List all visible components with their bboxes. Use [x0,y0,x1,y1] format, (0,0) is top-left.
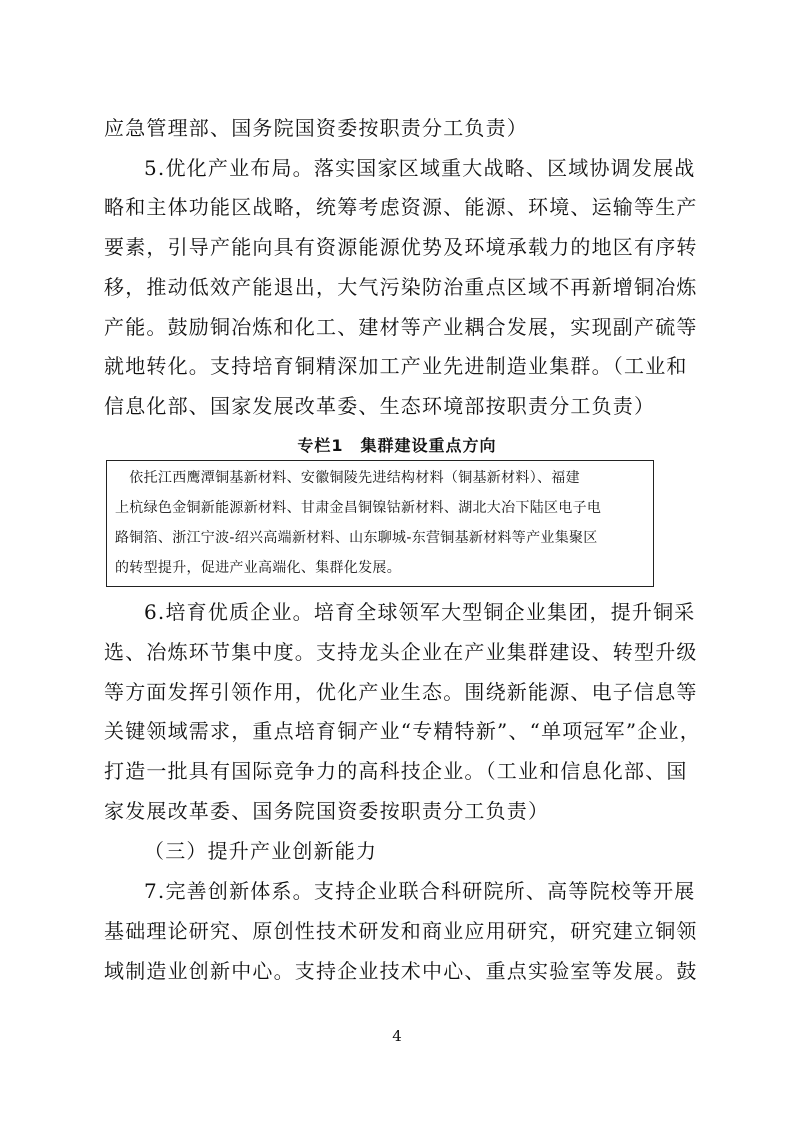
feature-box [106,460,654,587]
paragraph-line: 选、冶炼环节集中度。支持龙头企业在产业集群建设、转型升级 [104,640,698,664]
box-line: 的转型提升，促进产业高端化、集群化发展。 [115,560,401,576]
paragraph-line: 6.培育优质企业。培育全球领军大型铜企业集团，提升铜采 [144,600,696,624]
paragraph-line: 基础理论研究、原创性技术研发和商业应用研究，研究建立铜领 [104,919,698,943]
paragraph-line: 等方面发挥引领作用，优化产业生态。围绕新能源、电子信息等 [104,680,698,704]
paragraph-line: 要素，引导产能向具有资源能源优势及环境承载力的地区有序转 [104,235,698,259]
paragraph-line: 略和主体功能区战略，统筹考虑资源、能源、环境、运输等生产 [104,195,698,219]
paragraph-line: 信息化部、国家发展改革委、生态环境部按职责分工负责） [104,394,656,418]
paragraph-line: 家发展改革委、国务院国资委按职责分工负责） [104,799,550,823]
paragraph-line: 5.优化产业布局。落实国家区域重大战略、区域协调发展战 [144,156,696,180]
paragraph-line: 移，推动低效产能退出，大气污染防治重点区域不再新增铜冶炼 [104,275,698,299]
box-line: 上杭绿色金铜新能源新材料、甘肃金昌铜镍钴新材料、湖北大冶下陆区电子电 [115,500,602,516]
paragraph-line: 打造一批具有国际竞争力的高科技企业。（工业和信息化部、国 [104,759,688,783]
box-title: 专栏1 集群建设重点方向 [297,436,497,455]
box-line: 路铜箔、浙江宁波-绍兴高端新材料、山东聊城-东营铜基新材料等产业集聚区 [115,530,598,546]
paragraph-line: 应急管理部、国务院国资委按职责分工负责） [104,116,528,140]
paragraph-line: 7.完善创新体系。支持企业联合科研院所、高等院校等开展 [144,879,696,903]
paragraph-line: 产能。鼓励铜冶炼和化工、建材等产业耦合发展，实现副产硫等 [104,315,698,339]
paragraph-line: 关键领域需求，重点培育铜产业“专精特新”、“单项冠军”企业， [104,719,701,743]
page-number: 4 [392,1027,402,1045]
section-heading: （三）提升产业创新能力 [144,839,378,863]
paragraph-line: 域制造业创新中心。支持企业技术中心、重点实验室等发展。鼓 [104,959,698,983]
paragraph-line: 就地转化。支持培育铜精深加工产业先进制造业集群。（工业和 [104,354,688,378]
box-line: 依托江西鹰潭铜基新材料、安徽铜陵先进结构材料（铜基新材料）、福建 [115,470,580,486]
